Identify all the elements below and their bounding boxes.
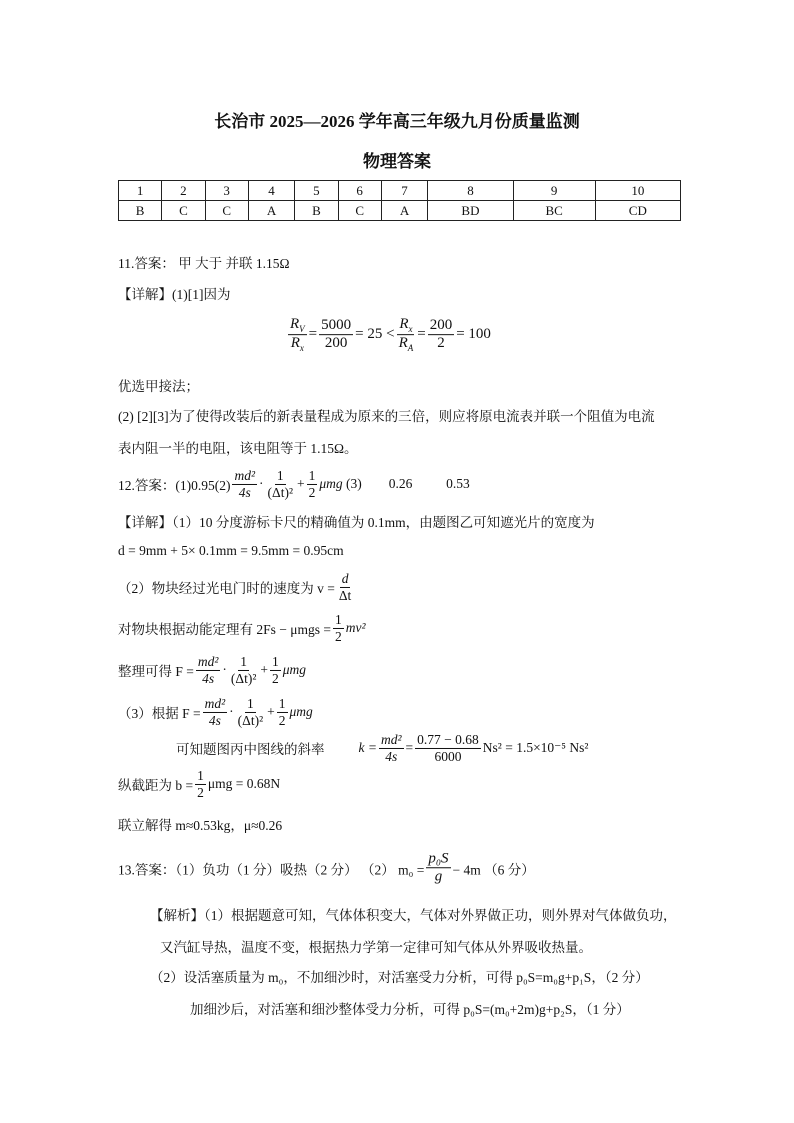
q12-detail-6: （3）根据 F = $\frac{\text{md²}}{4s}$ · $\frac{1}{\text{(Δt)²}}$ + $\frac{1}{2}$ μmg (118, 695, 313, 728)
answer-cell: C (205, 201, 248, 221)
q12-answer: 12.答案：(1)0.95(2) $\frac{\text{md²}}{4s}$ · $\frac{1}{\text{(Δt)²}}$ + $\frac{1}{2}$ μmg (3) 0.26 0.53 (118, 467, 470, 500)
q13-analysis-2: 又汽缸导热，温度不变，根据热力学第一定律可知气体从外界吸收热量。 (160, 940, 592, 955)
q12-detail-1: 【详解】（1）10 分度游标卡尺的精确值为 0.1mm，由题图乙可知遮光片的宽度为 (118, 515, 595, 530)
q11-part2-cont: 表内阻一半的电阻，该电阻等于 1.15Ω。 (118, 441, 358, 456)
question-number-cell: 6 (338, 181, 381, 201)
q12-detail-7: 可知题图丙中图线的斜率 k = $\frac{\text{md²}}{4s}$ = $\frac{0.77 - 0.68}{6000}$ Ns² = 1.5×10⁻⁵ Ns² (176, 731, 589, 764)
answer-cell: C (338, 201, 381, 221)
q13-answer: 13.答案：（1）负功（1 分）吸热（2 分） （2） m₀ = $\frac{\text{p₀S}}{g}$ − 4m （6 分） (118, 850, 535, 885)
question-number-cell: 1 (119, 181, 162, 201)
answer-cell: A (381, 201, 427, 221)
q13-analysis-3: （2）设活塞质量为 m₀，不加细沙时，对活塞受力分析，可得 p₀S=m₀g+p₁S，（2 分） (150, 970, 649, 985)
q12-detail-9: 联立解得 m≈0.53kg，μ≈0.26 (118, 818, 283, 833)
question-number-cell: 4 (248, 181, 294, 201)
answer-table (118, 180, 681, 221)
answer-cell: B (295, 201, 338, 221)
answer-cell: A (248, 201, 294, 221)
question-number-cell: 10 (595, 181, 680, 201)
q13-analysis-1: 【解析】（1）根据题意可知，气体体积变大，气体对外界做正功，则外界对气体做负功， (150, 908, 677, 923)
q11-part2: (2) [2][3]为了使得改装后的新表量程成为原来的三倍，则应将原电流表并联一个阻值为电流 (118, 409, 655, 424)
document-subtitle: 物理答案 (363, 152, 431, 171)
q12-detail-2: d = 9mm + 5× 0.1mm = 9.5mm = 0.95cm (118, 543, 344, 558)
answer-cell: B (119, 201, 162, 221)
q12-detail-3: （2）物块经过光电门时的速度为 v = $\frac{d}{\Delta t}$ (118, 570, 352, 603)
q11-formula: $\frac{R_V}{R_x}$ = $\frac{5000}{200}$ = 25 < $\frac{R_x}{R_A}$ = $\frac{200}{2}$ = 100 (290, 316, 491, 354)
question-number-cell: 5 (295, 181, 338, 201)
q12-detail-8: 纵截距为 b = $\frac{1}{2}$ μmg = 0.68N (118, 767, 281, 800)
q11-answer: 11.答案： 甲 大于 并联 1.15Ω (118, 256, 290, 271)
q12-detail-5: 整理可得 F = $\frac{\text{md²}}{4s}$ · $\frac{1}{\text{(Δt)²}}$ + $\frac{1}{2}$ μmg (118, 653, 307, 686)
answer-row (119, 201, 681, 221)
answer-cell: CD (595, 201, 680, 221)
question-number-cell: 3 (205, 181, 248, 201)
question-number-cell: 2 (162, 181, 205, 201)
question-number-row (119, 181, 681, 201)
q11-detail-heading: 【详解】(1)[1]因为 (118, 287, 231, 302)
q12-detail-4: 对物块根据动能定理有 2Fs − μmgs = $\frac{1}{2}$ mv² (118, 611, 366, 644)
document-title: 长治市 2025—2026 学年高三年级九月份质量监测 (214, 112, 580, 131)
q13-analysis-4: 加细沙后，对活塞和细沙整体受力分析，可得 p₀S=(m₀+2m)g+p₂S，（1 分） (190, 1002, 630, 1017)
question-number-cell: 9 (513, 181, 595, 201)
answer-cell: BD (428, 201, 513, 221)
question-number-cell: 8 (428, 181, 513, 201)
answer-cell: C (162, 201, 205, 221)
q11-choice: 优选甲接法； (118, 379, 199, 394)
answer-cell: BC (513, 201, 595, 221)
question-number-cell: 7 (381, 181, 427, 201)
